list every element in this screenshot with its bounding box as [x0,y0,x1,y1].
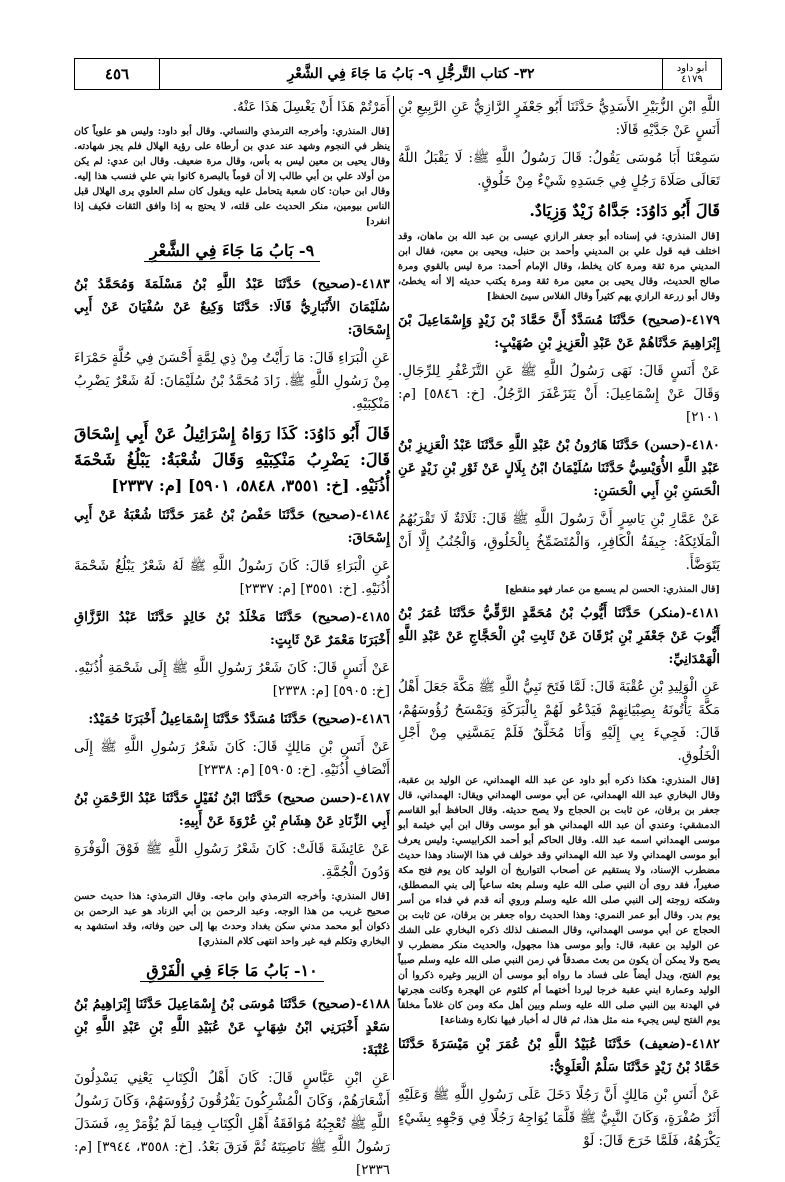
hadith-chain-text: حَدَّثَنَا حَفْصُ بْنُ عُمَرَ حَدَّثَنَا شُعْبَةُ عَنْ أَبِي إِسْحَاقَ: [74,508,390,546]
hadith-chain-text: حَدَّثَنَا مَخْلَدُ بْنُ خَالِدٍ حَدَّثَنَا عَبْدُ الرَّزَّاقِ أَخْبَرَنَا مَعْمَرٌ عَنْ ثَابِتٍ: [74,610,390,648]
commentary-note: [قال المنذري: هكذا ذكره أبو داود عن عبد الله الهمداني، عن الوليد بن عقبة، وقال البخاري عبد الله الهمداني، عن أبي موسى الهمداني ويقال: الهمداني، قال جعفر بن برقان، عن ثابت بن الحجاج ولا يصح حديثه. وقال الحافظ أبو القاسم الدمشقي: وعندي أن عبد الله الهمداني هو أبو موسى وقال ابن أبي خيثمة أبو موسى الهمداني اسمه عبد الله. وقال الحاكم أبو أحمد الكرابيسي: وليس يعرف أبو موسى الهمداني ولا عبد الله الهمداني وقد خولف في هذا الإسناد وهذا حديث مضطرب الإسناد، ولا يستقيم عن أصحاب التواريخ أن الوليد كان يوم فتح مكة صغيراً، فقد روى أن النبي صلى الله عليه وسلم بعثه ساعياً إلى بني المصطلق، وشكته زوجته إلى النبي صلى الله عليه وسلم وروي أنه قدم في فداء من أسر يوم بدر. وقال أبو عمر النمري: وهذا الحديث رواه جعفر بن برقان، عن ثابت بن الحجاج عن أبي موسى الهمداني، وقال المصنف لذلك ذكره البخاري على الشك عن الوليد بن عقبة، قال: وأبو موسى هذا مجهول، والحديث منكر مضطرب لا يصح ولا يمكن أن يكون من بعث مصدقاً في زمن النبي صلى الله عليه وسلم صبياً يوم الفتح، ويدل أيضاً على فساد ما رواه أبو موسى أن الزبير وغيره ذكروا أن الوليد وعمارة ابني عقبة خرجا ليردا أختهما أم كلثوم عن الهجرة وكانت هجرتها في الهدنة بين النبي صلى الله عليه وسلم وبين أهل مكة ومن كان غلاماً مخلقاً يوم الفتح ليس يجيء منه مثل هذا، ثم قال له أخبار فيها نكارة وشناعة] [398,775,720,1026]
hadith-grade: -(ضعيف) [638,1037,692,1052]
hadith-text: عَنْ عَائِشَةَ قَالَتْ: كَانَ شَعْرُ رَسُولِ اللَّهِ ﷺ فَوْقَ الْوَفْرَةِ وَدُونَ الْجُمَّةِ. [74,842,390,880]
hadith-number: ٤١٨٨ [361,997,390,1012]
chapter-heading [74,237,390,265]
hadith-chain [74,993,390,1062]
hadith-number: ٤١٨٠ [691,438,720,453]
header-title: ٣٢- كتاب التَّرجُّلِ ٩- بَابُ مَا جَاءَ فِي الشَّعْرِ [287,66,535,82]
hadith-number: ٤١٨٢ [691,1037,720,1052]
hadith-grade: -(صحيح) [311,997,362,1012]
chapter-title: ١٠- بَابُ مَا جَاءَ فِي الْفَرْقِ [140,961,323,982]
hadith-grade: -(صحيح) [641,313,692,328]
hadith-chain-text: حَدَّثَنَا عُبَيْدُ اللَّهِ بْنُ عُمَرَ بْنِ مَيْسَرَةَ حَدَّثَنَا حَمَّادُ بْنُ زَيْدٍ حَدَّثَنَا سَلْمٌ الْعَلَوِيُّ: [398,1037,720,1075]
hadith-chain [74,606,390,652]
hadith-number: ٤١٨٦ [361,712,390,727]
hadith-chain-text: حَدَّثَنَا مُوسَى بْنُ إِسْمَاعِيلَ حَدَّثَنَا إِبْرَاهِيمُ بْنُ سَعْدٍ أَخْبَرَنِي ابْنُ شِهَابٍ عَنْ عُبَيْدِ اللَّهِ بْنِ عَبْدِ اللَّهِ بْنِ عُتْبَةَ: [74,997,390,1058]
hadith-text: عَنِ الْبَرَاءِ قَالَ: كَانَ رَسُولُ اللَّهِ ﷺ لَهُ شَعْرٌ يَبْلُغُ شَحْمَةَ أُذُنَيْهِ. [خ: ٣٥٥١] [م: ٢٣٣٧] [74,559,390,597]
page-header [74,58,722,90]
abu-dawud-remark: قَالَ أَبُو دَاوُدَ: جَدَّاهُ زَيْدٌ وَزِيَادٌ. [529,201,720,220]
hadith-text: عَنْ أَنَسٍ قَالَ: كَانَ شَعْرُ رَسُولِ اللَّهِ ﷺ إِلَى شَحْمَةِ أُذُنَيْهِ. [خ: ٥٩٠٥] [م: ٢٣٣٨] [74,661,390,699]
left-column [74,96,391,1178]
commentary-note: [قال المنذري: في إسناده أبو جعفر الرازي عيسى بن عبد الله بن ماهان، وقد اختلف فيه قول علي بن المديني وأحمد بن حنبل، ويحيى بن معين، فقال ابن المديني مرة ثقة ومرة كان يخلط، وقال الإمام أحمد: مرة ليس بالقوي ومرة صالح الحديث، وقال يحيى بن معين مرة ثقة ومرة يكتب حديثه إلا أنه يخطئ، وقال أبو زرعة الرازي يهم كثيراً وقال الفلاس سيئ الحفظ] [398,231,720,302]
abu-dawud-remark: قَالَ أَبُو دَاوُدَ: كَذَا رَوَاهُ إِسْرَائِيلُ عَنْ أَبِي إِسْحَاقَ قَالَ: يَضْرِبُ مَنْكِبَيْهِ وَقَالَ شُعْبَةُ: يَبْلُغُ شَحْمَةَ أُذُنَيْهِ. [خ: ٣٥٥١، ٥٨٤٨، ٥٩٠١] [م: ٢٣٣٧] [74,424,390,495]
hadith-chain [398,434,720,503]
hadith-text: عَنْ أَنَسِ بْنِ مَالِكٍ قَالَ: كَانَ شَعْرُ رَسُولِ اللَّهِ ﷺ إِلَى أَنْصَافِ أُذُنَيْهِ. [خ: ٥٩٠٥] [م: ٢٣٣٨] [74,740,390,778]
header-book-name: أبو داود [676,63,708,74]
hadith-number: ٤١٨٥ [361,610,390,625]
hadith-text: سَمِعْنَا أَبَا مُوسَى يَقُولُ: قَالَ رَسُولُ اللَّهِ ﷺ: لَا يَقْبَلُ اللَّهُ تَعَالَى صَلَاةَ رَجُلٍ فِي جَسَدِهِ شَيْءٌ مِنْ خَلُوقٍ. [398,151,720,189]
hadith-text: عَنِ الْوَلِيدِ بْنِ عُقْبَةَ قَالَ: لَمَّا فَتَحَ نَبِيُّ اللَّهِ ﷺ مَكَّةَ جَعَلَ أَهْلُ مَكَّةَ يَأْتُونَهُ بِصِبْيَانِهِمْ فَيَدْعُو لَهُمْ بِالْبَرَكَةِ وَيَمْسَحُ رُؤُوسَهُمْ، قَالَ: فَجِيءَ بِي إِلَيْهِ وَأَنَا مُخَلَّقٌ فَلَمْ يَمَسَّنِي مِنْ أَجْلِ الْخَلُوقِ. [398,680,720,764]
commentary-note: [قال المنذري: وأخرجه الترمذي وابن ماجه. وقال الترمذي: هذا حديث حسن صحيح غريب من هذا الوجه. وعبد الرحمن بن أبي الزناد هو عبد الرحمن بن ذكوان أبو محمد مدني سكن بغداد وحدث بها إلى حين وفاته، وقد استشهد به البخاري وتكلم فيه غير واحد انتهى كلام المنذري] [74,891,390,947]
hadith-chain-text: حَدَّثَنَا مُسَدَّدٌ أَنَّ حَمَّادَ بْنَ زَيْدٍ وَإِسْمَاعِيلَ بْنَ إِبْرَاهِيمَ حَدَّثَاهُمْ عَنْ عَبْدِ الْعَزِيزِ بْنِ صُهَيْبٍ: [398,313,720,351]
hadith-grade: -(منكر) [648,606,692,621]
hadith-text: عَنِ ابْنِ عَبَّاسٍ قَالَ: كَانَ أَهْلُ الْكِتَابِ يَعْنِي يَسْدِلُونَ أَشْعَارَهُمْ، وَكَانَ الْمُشْرِكُونَ يَفْرُقُونَ رُؤُوسَهُمْ، وَكَانَ رَسُولُ اللَّهِ ﷺ تُعْجِبُهُ مُوَافَقَةُ أَهْلِ الْكِتَابِ فِيمَا لَمْ يُؤْمَرْ بِهِ، فَسَدَلَ رَسُولُ اللَّهِ ﷺ نَاصِيَتَهُ ثُمَّ فَرَقَ بَعْدُ. [خ: ٣٥٥٨، ٣٩٤٤] [م: ٢٣٣٦] [74,1071,390,1178]
hadith-chain-text: حَدَّثَنَا هَارُونُ بْنُ عَبْدِ اللَّهِ حَدَّثَنَا عَبْدُ الْعَزِيزِ بْنُ عَبْدِ اللَّهِ الأُوَيْسِيُّ حَدَّثَنَا سُلَيْمَانُ ابْنُ بِلَالٍ عَنْ ثَوْرِ بْنِ زَيْدٍ عَنِ الْحَسَنِ بْنِ أَبِي الْحَسَنِ: [398,438,720,499]
hadith-text: أَمَرْتُمْ هَذَا أَنْ يَغْسِلَ هَذَا عَنْهُ. [232,100,390,115]
column-divider [393,96,394,1080]
hadith-chain-text: حَدَّثَنَا عَبْدُ اللَّهِ بْنُ مَسْلَمَةَ وَمُحَمَّدُ بْنُ سُلَيْمَانَ الأَنْبَارِيُّ قَالَا: حَدَّثَنَا وَكِيعٌ عَنْ سُفْيَانَ عَنْ أَبِي إِسْحَاقَ: [74,277,390,338]
hadith-chain [74,708,390,731]
hadith-text: عَنْ أَنَسٍ قَالَ: نَهَى رَسُولُ اللَّهِ ﷺ عَنِ التَّزَعْفُرِ لِلرِّجَالِ. وَقَالَ عَنْ إِسْمَاعِيلَ: أَنْ يَتَزَعْفَرَ الرَّجُلُ. [خ: ٥٨٤٦] [م: ٢١٠١] [398,364,720,425]
hadith-chain [74,787,390,833]
hadith-chain [74,273,390,342]
hadith-number: ٤١٨٧ [361,791,391,806]
chapter-title: ٩- بَابُ مَا جَاءَ فِي الشَّعْرِ [144,241,320,262]
hadith-chain-text: حَدَّثَنَا مُسَدَّدٌ حَدَّثَنَا إِسْمَاعِيلُ أَخْبَرَنَا حُمَيْدٌ: [88,712,312,727]
hadith-text: عَنْ أَنَسِ بْنِ مَالِكٍ أَنَّ رَجُلًا دَخَلَ عَلَى رَسُولِ اللَّهِ ﷺ وَعَلَيْهِ أَثَرُ صُفْرَةٍ، وَكَانَ النَّبِيُّ ﷺ قَلَّمَا يُوَاجِهُ رَجُلًا فِي وَجْهِهِ بِشَيْءٍ يَكْرَهُهُ، فَلَمَّا خَرَجَ قَالَ: لَوْ [398,1088,720,1149]
hadith-chain-text: حَدَّثَنَا أَيُّوبُ بْنُ مُحَمَّدٍ الرَّقِّيُّ حَدَّثَنَا عُمَرُ بْنُ أَيُّوبَ عَنْ جَعْفَرِ بْنِ بُرْقَانَ عَنْ ثَابِتِ بْنِ الْحَجَّاجِ عَنْ عَبْدِ اللَّهِ الْهَمْدَانِيِّ: [398,606,720,667]
hadith-text: اللَّهِ ابْنِ الزُّبَيْرِ الأَسَدِيُّ حَدَّثَنَا أَبُو جَعْفَرٍ الرَّازِيُّ عَنِ الرَّبِيعِ بْنِ أَنَسٍ عَنْ جَدَّيْهِ قَالَا: [398,100,720,138]
hadith-grade: -(صحيح) [311,277,362,292]
hadith-grade: -(صحيح) [311,712,362,727]
hadith-number: ٤١٨٤ [361,508,390,523]
hadith-grade: -(حسن) [643,438,692,453]
chapter-heading [74,957,390,985]
commentary-note: [قال المنذري: الحسن لم يسمع من عمار فهو منقطع] [505,584,720,595]
hadith-grade: -(حسن صحيح) [276,791,362,806]
hadith-number: ٤١٨١ [691,606,720,621]
hadith-number: ٤١٧٩ [691,313,720,328]
hadith-chain [74,504,390,550]
hadith-grade: -(صحيح) [311,508,362,523]
hadith-text: عَنِ الْبَرَاءِ قَالَ: مَا رَأَيْتُ مِنْ ذِي لِمَّةٍ أَحْسَنَ فِي حُلَّةٍ حَمْرَاءَ مِنْ رَسُولِ اللَّهِ ﷺ. زَادَ مُحَمَّدُ بْنُ سُلَيْمَانَ: لَهُ شَعْرٌ يَضْرِبُ مَنْكِبَيْهِ. [74,351,390,412]
hadith-chain [398,602,720,671]
hadith-chain [398,309,720,355]
header-book-box [662,59,721,89]
right-column [398,96,720,1149]
hadith-number: ٤١٨٣ [361,277,390,292]
page-number: ٤٥٦ [75,59,160,89]
hadith-text: عَنْ عَمَّارِ بْنِ يَاسِرٍ أَنَّ رَسُولَ اللَّهِ ﷺ قَالَ: ثَلَاثَةٌ لَا تَقْرَبُهُمُ الْمَلَائِكَةُ: جِيفَةُ الْكَافِرِ، وَالْمُتَضَمِّخُ بِالْخَلُوقِ، وَالْجُنُبُ إِلَّا أَنْ يَتَوَضَّأَ. [398,512,720,573]
hadith-chain [398,1033,720,1079]
hadith-chain-text: حَدَّثَنَا ابْنُ نُفَيْلٍ حَدَّثَنَا عَبْدُ الرَّحْمَنِ بْنُ أَبِي الزِّنَادِ عَنْ هِشَامِ بْنِ عُرْوَةَ عَنْ أَبِيهِ: [74,791,390,829]
commentary-note: [قال المنذري: وأخرجه الترمذي والنسائي. وقال أبو داود: وليس هو علوياً كان ينظر في النجوم وشهد عند عدي بن أرطاة على رؤية الهلال فلم يجز شهادته. وقال يحيى بن معين ليس به بأس، وقال مرة ضعيف. وقال ابن عدي: لم يكن من أولاد علي بن أبي طالب إلا أن قوماً بالبصرة كانوا بني علي فنسب هذا إليه. وقال ابن حبان: كان شعبة يتحامل عليه ويقول كان سلم العلوي يرى الهلال قبل الناس بيومين، منكر الحديث على قلته، لا يحتج به إذا وافق الثقات فكيف إذا انفرد] [74,126,390,227]
hadith-grade: -(صحيح) [311,610,362,625]
header-hadith-number: ٤١٧٩ [681,74,703,85]
